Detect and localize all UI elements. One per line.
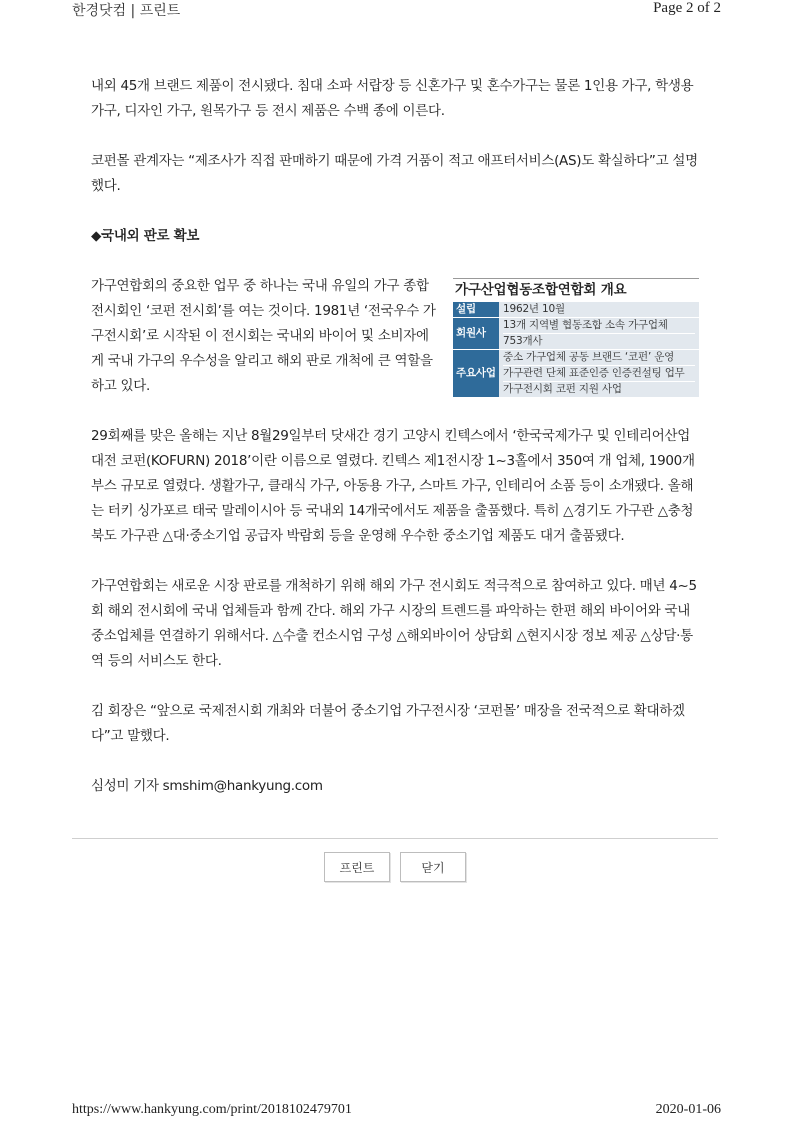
- info-value-line: 13개 지역별 협동조합 소속 가구업체: [503, 318, 695, 334]
- info-row-founded: [453, 302, 699, 317]
- info-row-members: [453, 318, 699, 349]
- info-value-line: 가구관련 단체 표준인증 인증컨설팅 업무: [503, 366, 695, 382]
- page-indicator: Page 2 of 2: [653, 0, 721, 16]
- info-box-title: 가구산업협동조합연합회 개요: [453, 278, 699, 302]
- print-button[interactable]: 프린트: [324, 852, 390, 882]
- divider: [72, 838, 718, 839]
- article-paragraph: 가구연합회는 새로운 시장 판로를 개척하기 위해 해외 가구 전시회도 적극적으로 참여하고 있다. 매년 4~5회 해외 전시회에 국내 업체들과 함께 간다. 해외 가구 시장의 트렌드를 파악하는 한편 해외 바이어와 국내 중소업체를 연결하기 위해서다. △수출 컨소시엄 구성 △해외바이어 상담회 △현지시장 정보 제공 △상담·통역 등의 서비스도 한다.: [91, 578, 697, 669]
- article-paragraph: 코펀몰 관계자는 “제조사가 직접 판매하기 때문에 가격 거품이 적고 애프터서비스(AS)도 확실하다”고 설명했다.: [91, 153, 698, 194]
- section-title: ◆국내외 판로 확보: [91, 228, 200, 244]
- close-button[interactable]: 닫기: [400, 852, 466, 882]
- info-value-line: 중소 가구업체 공동 브랜드 ‘코펀’ 운영: [503, 350, 695, 366]
- info-value-line: 753개사: [503, 335, 543, 347]
- byline: 심성미 기자 smshim@hankyung.com: [91, 778, 323, 794]
- article-paragraph: 내외 45개 브랜드 제품이 전시됐다. 침대 소파 서랍장 등 신혼가구 및 혼수가구는 물론 1인용 가구, 학생용 가구, 디자인 가구, 원목가구 등 전시 제품은 수백 종에 이른다.: [91, 78, 694, 119]
- info-label: 회원사: [453, 318, 499, 349]
- info-box: [453, 278, 699, 398]
- article-paragraph: 김 회장은 “앞으로 국제전시회 개최와 더불어 중소기업 가구전시장 ‘코펀몰’ 매장을 전국적으로 확대하겠다”고 말했다.: [91, 703, 685, 744]
- article-body: [91, 74, 701, 824]
- page-url: https://www.hankyung.com/print/2018102479701: [72, 1102, 352, 1117]
- site-title: 한경닷컴 | 프린트: [72, 3, 181, 19]
- info-label: 주요사업: [453, 350, 499, 397]
- boxed-section: [91, 274, 701, 399]
- article-paragraph: 29회째를 맞은 올해는 지난 8월29일부터 닷새간 경기 고양시 킨텍스에서 ‘한국국제가구 및 인테리어산업대전 코펀(KOFURN) 2018’이란 이름으로 열렸다. 킨텍스 제1전시장 1~3홀에서 350여 개 업체, 1900개 부스 규모로 열렸다. 생활가구, 클래식 가구, 아동용 가구, 스마트 가구, 인테리어 소품 등이 소개됐다. 올해는 터키 싱가포르 태국 말레이시아 등 국내외 14개국에서도 제품을 출품했다. 특히 △경기도 가구관 △충청북도 가구관 △대·중소기업 공급자 박람회 등을 운영해 우수한 중소기업 제품도 대거 출품됐다.: [91, 428, 695, 544]
- info-value: [499, 350, 699, 397]
- info-value-line: 1962년 10월: [503, 303, 565, 315]
- info-value: [499, 318, 699, 349]
- info-value: [499, 302, 699, 317]
- article-paragraph: 가구연합회의 중요한 업무 중 하나는 국내 유일의 가구 종합 전시회인 ‘코펀 전시회’를 여는 것이다. 1981년 ‘전국우수 가구전시회’로 시작된 이 전시회는 국내외 바이어 및 소비자에게 국내 가구의 우수성을 알리고 해외 판로 개척에 큰 역할을 하고 있다.: [91, 278, 436, 394]
- info-label: 설립: [453, 302, 499, 317]
- print-date: 2020-01-06: [655, 1102, 721, 1117]
- info-value-line: 가구전시회 코펀 지원 사업: [503, 383, 622, 395]
- info-row-business: [453, 350, 699, 397]
